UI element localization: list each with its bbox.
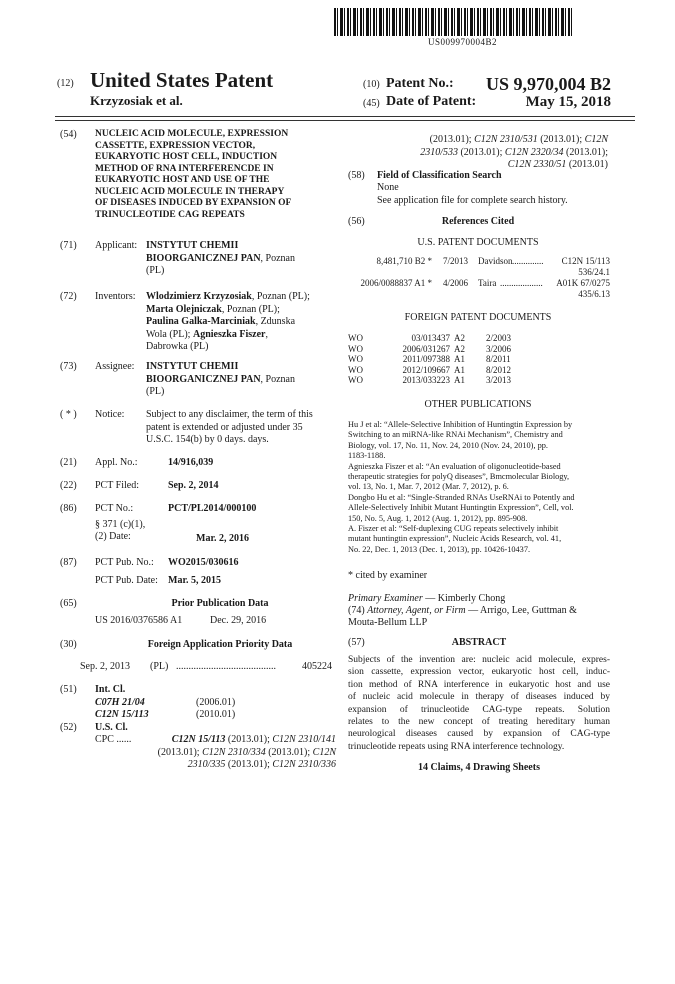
attorney-line2: Mouta-Bellum LLP bbox=[348, 617, 428, 628]
foreign-doc-country: WO bbox=[348, 333, 363, 343]
foreign-doc-row bbox=[348, 354, 548, 365]
title-line: CASSETTE, EXPRESSION VECTOR, bbox=[95, 140, 256, 151]
cpc-version: (2013.01); bbox=[225, 734, 273, 745]
assignee-name-line1: INSTYTUT CHEMII bbox=[146, 361, 239, 372]
prior-code: (65) bbox=[60, 598, 77, 609]
section-371-date: Mar. 2, 2016 bbox=[196, 533, 249, 544]
pub-code: (87) bbox=[60, 557, 77, 568]
us-docs-list bbox=[348, 256, 610, 300]
applicant-city: , Poznan bbox=[260, 252, 295, 264]
foreign-doc-row bbox=[348, 365, 548, 376]
title-line: TRINUCLEOTIDE CAG REPEATS bbox=[95, 209, 245, 220]
inventor-name: Agnieszka Fiszer bbox=[192, 328, 266, 340]
assignee-name-line2: BIOORGANICZNEJ PAN bbox=[146, 373, 261, 385]
inventor-location: , Zdunska bbox=[255, 316, 296, 327]
cpc-class: 2310/533 bbox=[420, 146, 458, 158]
pct-filed-date: Sep. 2, 2014 bbox=[168, 480, 219, 491]
code-45: (45) bbox=[363, 98, 380, 109]
cpc-class: C12N bbox=[584, 134, 608, 145]
appl-label: Appl. No.: bbox=[95, 457, 138, 468]
notice-text bbox=[146, 409, 336, 447]
foreign-doc-country: WO bbox=[348, 343, 363, 354]
cpc-version: (2013.01); bbox=[457, 146, 505, 158]
foreign-doc-country: WO bbox=[348, 364, 363, 375]
cpc-class: C12N bbox=[312, 746, 336, 758]
pub-line: Hu J et al: “Allele-Selective Inhibition of Huntingtin Expression by bbox=[348, 420, 573, 429]
notice-code: ( * ) bbox=[60, 409, 77, 420]
intcl-label: Int. Cl. bbox=[95, 684, 126, 695]
field-note: See application file for complete search history. bbox=[377, 195, 568, 206]
us-doc-dots: ................... bbox=[500, 278, 543, 288]
assignee-country: (PL) bbox=[146, 386, 165, 397]
foreign-doc-number: 2013/033223 bbox=[402, 375, 450, 385]
abstract-line: relates to the new concept of treating hereditary human bbox=[348, 717, 610, 728]
cpc-class: C12N 2320/34 bbox=[504, 146, 564, 158]
abstract-code: (57) bbox=[348, 637, 365, 648]
invention-title bbox=[95, 129, 335, 221]
abstract-line: expansion of trinucleotide CAG-type repeats. Solution bbox=[348, 704, 610, 715]
abstract-line: neurological diseases caused by expansion of CAG-type bbox=[348, 729, 610, 740]
field-none: None bbox=[377, 182, 399, 193]
foreign-doc-row bbox=[348, 333, 548, 344]
section-371-label: § 371 (c)(1), bbox=[95, 519, 146, 530]
pct-filed-code: (22) bbox=[60, 480, 77, 491]
pub-line: vol. 13, No. 1, Mar. 7, 2012 (Mar. 7, 2012), p. 6. bbox=[348, 482, 509, 492]
pub-line: Allele-Selectively Inhibit Mutant Huntingtin Expression”, Cell, vol. bbox=[348, 503, 574, 513]
foreign-doc-date: 8/2011 bbox=[486, 354, 511, 364]
pub-line: A. Fiszer et al: “Self-duplexing CUG repeats selectively inhibit bbox=[348, 524, 559, 534]
assignee bbox=[146, 361, 346, 399]
foreign-heading: Foreign Application Priority Data bbox=[147, 639, 293, 650]
cpc-version: (2013.01); bbox=[265, 746, 313, 758]
inventor-name: Marta Olejniczak bbox=[146, 303, 222, 315]
intcl-class: C12N 15/113 bbox=[95, 709, 149, 720]
inventor-name: Paulina Galka-Marciniak bbox=[146, 316, 256, 327]
abstract-line: Subjects of the invention are: nucleic acid molecule, expres- bbox=[348, 655, 610, 665]
inventor-location: Dabrowka (PL) bbox=[146, 341, 209, 352]
code-12: (12) bbox=[57, 78, 74, 89]
section-371-date-label: (2) Date: bbox=[95, 531, 131, 542]
title-code: (54) bbox=[60, 129, 77, 140]
abstract-line: sion cassette, expression vector, eukaryotic host cell, induc- bbox=[348, 667, 610, 678]
publication-number: US009970004B2 bbox=[428, 37, 498, 47]
prior-heading: Prior Publication Data bbox=[171, 598, 269, 609]
abstract-line: trinucleotide repeats using RNA interference technology. bbox=[348, 741, 565, 752]
us-doc-name: Davidson bbox=[478, 256, 513, 266]
foreign-doc-row bbox=[348, 375, 548, 386]
header-rule bbox=[55, 116, 635, 117]
other-pubs-heading: OTHER PUBLICATIONS bbox=[424, 399, 532, 410]
title-line: EUKARYOTIC HOST AND USE OF THE bbox=[95, 175, 270, 185]
inventor-location: , bbox=[265, 328, 268, 340]
cpc-class: C12N 15/113 bbox=[171, 734, 226, 745]
foreign-doc-date: 3/2006 bbox=[486, 343, 512, 354]
cpc-class: C12N 2310/141 bbox=[272, 734, 336, 745]
attorney-label: Attorney, Agent, or Firm bbox=[367, 605, 466, 616]
publication-entry bbox=[348, 462, 610, 493]
foreign-number: 405224 bbox=[302, 661, 332, 672]
cpc-version: (2013.01); bbox=[537, 134, 585, 145]
pub-line: Switching to an miRNA-like RNAi Mechanism”, Chemistry and bbox=[348, 430, 563, 440]
us-doc-subclass: 435/6.13 bbox=[578, 289, 610, 299]
publication-entry bbox=[348, 524, 610, 555]
inventors-label: Inventors: bbox=[95, 291, 136, 302]
us-doc-class: C12N 15/113 bbox=[561, 256, 610, 266]
abstract-line: of nucleic acid molecule in therapy of diseases induced by bbox=[348, 692, 610, 703]
patent-date: May 15, 2018 bbox=[525, 94, 611, 110]
cpc-version: (2013.01) bbox=[566, 159, 608, 170]
foreign-docs-list bbox=[348, 333, 548, 386]
attorney bbox=[348, 605, 577, 618]
date-label: Date of Patent: bbox=[386, 94, 477, 109]
assignee-label: Assignee: bbox=[95, 361, 135, 372]
foreign-dots: ........................................ bbox=[176, 661, 276, 672]
foreign-doc-row bbox=[348, 344, 548, 355]
foreign-doc-date: 8/2012 bbox=[486, 364, 512, 375]
cpc-version: (2013.01); bbox=[563, 146, 608, 158]
cpc-class: C12N 2310/531 bbox=[474, 134, 538, 145]
intcl-version: (2010.01) bbox=[196, 709, 236, 720]
foreign-doc-kind: A1 bbox=[454, 375, 465, 385]
inventor-location: Wola (PL); bbox=[146, 328, 193, 340]
document-type: United States Patent bbox=[90, 68, 274, 92]
assignee-code: (73) bbox=[60, 361, 77, 372]
field-label: Field of Classification Search bbox=[377, 170, 502, 181]
us-doc-name: Taira bbox=[478, 278, 497, 288]
us-doc-date: 7/2013 bbox=[443, 256, 469, 266]
pct-filed-label: PCT Filed: bbox=[95, 480, 139, 491]
cpc-class: C12N 2310/334 bbox=[202, 746, 266, 758]
applicant-country: (PL) bbox=[146, 265, 165, 276]
foreign-doc-number: 2012/109667 bbox=[402, 364, 450, 375]
notice-line: patent is extended or adjusted under 35 bbox=[146, 421, 303, 433]
inventor-name: Wlodzimierz Krzyzosiak bbox=[146, 291, 252, 302]
refs-code: (56) bbox=[348, 216, 365, 227]
patent-no-label: Patent No.: bbox=[386, 76, 454, 91]
foreign-doc-kind: A1 bbox=[454, 354, 465, 364]
examiner-name: — Kimberly Chong bbox=[422, 593, 506, 604]
cpc-class: 2310/335 bbox=[187, 759, 226, 770]
pub-date-label: PCT Pub. Date: bbox=[95, 575, 158, 586]
appl-number: 14/916,039 bbox=[168, 457, 214, 468]
cpc-version: (2013.01); bbox=[429, 134, 475, 145]
title-line: NUCLEIC ACID MOLECULE IN THERAPY bbox=[95, 186, 285, 197]
pub-line: No. 22, Dec. 1, 2013 (Dec. 1, 2013), pp. 10426-10437. bbox=[348, 544, 531, 554]
pct-number: PCT/PL2014/000100 bbox=[168, 503, 257, 514]
us-doc-date: 4/2006 bbox=[443, 278, 469, 288]
pub-line: 1183-1188. bbox=[348, 451, 386, 461]
attorney-name: — Arrigo, Lee, Guttman & bbox=[465, 605, 577, 616]
prior-number: US 2016/0376586 A1 bbox=[95, 615, 183, 626]
attorney-code: (74) bbox=[348, 605, 368, 616]
foreign-doc-date: 2/2003 bbox=[486, 333, 512, 343]
us-docs-heading: U.S. PATENT DOCUMENTS bbox=[417, 237, 539, 248]
us-doc-class: A01K 67/0275 bbox=[556, 278, 610, 288]
us-doc-dots: .............. bbox=[512, 256, 544, 266]
cited-by-examiner: * cited by examiner bbox=[348, 570, 428, 581]
refs-heading: References Cited bbox=[441, 216, 515, 227]
prior-date: Dec. 29, 2016 bbox=[210, 615, 267, 626]
foreign-doc-date: 3/2013 bbox=[486, 375, 512, 385]
us-doc-number: 2006/0088837 A1 * bbox=[360, 278, 432, 288]
foreign-doc-number: 03/013437 bbox=[411, 333, 450, 343]
title-line: METHOD OF RNA INTERFERENCDE IN bbox=[95, 163, 274, 174]
foreign-doc-number: 2006/031267 bbox=[402, 343, 450, 354]
cpc-version: (2013.01); bbox=[225, 759, 273, 770]
abstract-line: tion method of RNA interference in eukaryotic host and use bbox=[348, 679, 610, 690]
foreign-doc-country: WO bbox=[348, 354, 363, 364]
appl-code: (21) bbox=[60, 457, 77, 468]
other-pubs bbox=[348, 420, 610, 555]
pub-line: 150, No. 5, Aug. 1, 2012 (Aug. 1, 2012), pp. 895-908. bbox=[348, 513, 528, 523]
intcl-code: (51) bbox=[60, 684, 77, 695]
cpc-classes-left bbox=[146, 734, 336, 772]
barcode bbox=[334, 8, 574, 36]
cpc-label: CPC ...... bbox=[95, 734, 132, 745]
uscl-label: U.S. Cl. bbox=[95, 722, 128, 733]
notice-line: U.S.C. 154(b) by 0 days. days. bbox=[146, 434, 269, 445]
applicant-name-line1: INSTYTUT CHEMII bbox=[146, 240, 239, 251]
pub-line: mutant huntingtin expression”, Nucleic Acids Research, vol. 41, bbox=[348, 534, 562, 544]
foreign-docs-heading: FOREIGN PATENT DOCUMENTS bbox=[404, 312, 552, 323]
us-doc-row bbox=[348, 278, 610, 300]
foreign-date: Sep. 2, 2013 bbox=[80, 661, 130, 672]
foreign-doc-kind: A2 bbox=[454, 343, 465, 354]
us-doc-subclass: 536/24.1 bbox=[578, 267, 610, 277]
code-10: (10) bbox=[363, 79, 380, 90]
applicant-code: (71) bbox=[60, 240, 77, 251]
foreign-country: (PL) bbox=[150, 661, 169, 672]
notice-label: Notice: bbox=[95, 409, 125, 420]
primary-examiner bbox=[348, 593, 505, 606]
inventor-location: , Poznan (PL); bbox=[251, 291, 310, 302]
uscl-code: (52) bbox=[60, 722, 77, 733]
cpc-class: C12N 2330/51 bbox=[507, 159, 567, 170]
foreign-code: (30) bbox=[60, 639, 77, 650]
applicant-name-line2: BIOORGANICZNEJ PAN bbox=[146, 252, 261, 264]
title-line: OF DISEASES INDUCED BY EXPANSION OF bbox=[95, 198, 292, 208]
abstract-text bbox=[348, 654, 610, 753]
publication-entry bbox=[348, 493, 610, 524]
pub-no-label: PCT Pub. No.: bbox=[95, 557, 154, 568]
abstract-heading: ABSTRACT bbox=[451, 637, 507, 648]
header-rule-thin bbox=[55, 120, 635, 121]
assignee-city: , Poznan bbox=[260, 373, 295, 385]
pub-line: therapeutic strategies for polyQ diseases”, Bmcmolecular Biology, bbox=[348, 472, 570, 482]
inventors-list bbox=[146, 291, 346, 354]
pub-line: Dongbo Hu et al: “Single-Stranded RNAs UseRNAi to Potently and bbox=[348, 492, 575, 502]
claims-summary: 14 Claims, 4 Drawing Sheets bbox=[418, 762, 540, 773]
cpc-class: C12N 2310/336 bbox=[272, 759, 336, 770]
pub-line: Biology, vol. 17, No. 11, Nov. 24, 2010 (Nov. 24, 2010), pp. bbox=[348, 440, 548, 450]
title-line: EUKARYOTIC HOST CELL, INDUCTION bbox=[95, 152, 278, 162]
field-code: (58) bbox=[348, 170, 365, 181]
foreign-doc-kind: A2 bbox=[454, 333, 465, 343]
foreign-doc-kind: A1 bbox=[454, 364, 465, 375]
intcl-version: (2006.01) bbox=[196, 697, 236, 708]
pct-no-label: PCT No.: bbox=[95, 503, 134, 514]
notice-line: Subject to any disclaimer, the term of this bbox=[146, 409, 313, 420]
pct-no-code: (86) bbox=[60, 503, 77, 514]
inventor-short: Krzyzosiak et al. bbox=[90, 93, 183, 108]
cpc-version: (2013.01); bbox=[157, 746, 203, 758]
title-line: NUCLEIC ACID MOLECULE, EXPRESSION bbox=[95, 129, 289, 139]
foreign-doc-number: 2011/097388 bbox=[402, 354, 450, 364]
inventor-location: , Poznan (PL); bbox=[221, 303, 280, 315]
foreign-doc-country: WO bbox=[348, 375, 363, 385]
pub-number: WO2015/030616 bbox=[168, 557, 239, 568]
publication-entry bbox=[348, 420, 610, 462]
us-doc-row bbox=[348, 256, 610, 278]
pub-date: Mar. 5, 2015 bbox=[168, 575, 221, 586]
pub-line: Agnieszka Fiszer et al: “An evaluation of oligonucleotide-based bbox=[348, 461, 561, 471]
us-doc-number: 8,481,710 B2 * bbox=[376, 256, 432, 266]
examiner-label: Primary Examiner bbox=[348, 593, 423, 604]
applicant-label: Applicant: bbox=[95, 240, 138, 251]
applicant bbox=[146, 240, 346, 278]
intcl-class: C07H 21/04 bbox=[95, 697, 145, 708]
patent-number: US 9,970,004 B2 bbox=[485, 74, 611, 94]
inventors-code: (72) bbox=[60, 291, 77, 302]
cpc-classes-right bbox=[380, 134, 608, 172]
